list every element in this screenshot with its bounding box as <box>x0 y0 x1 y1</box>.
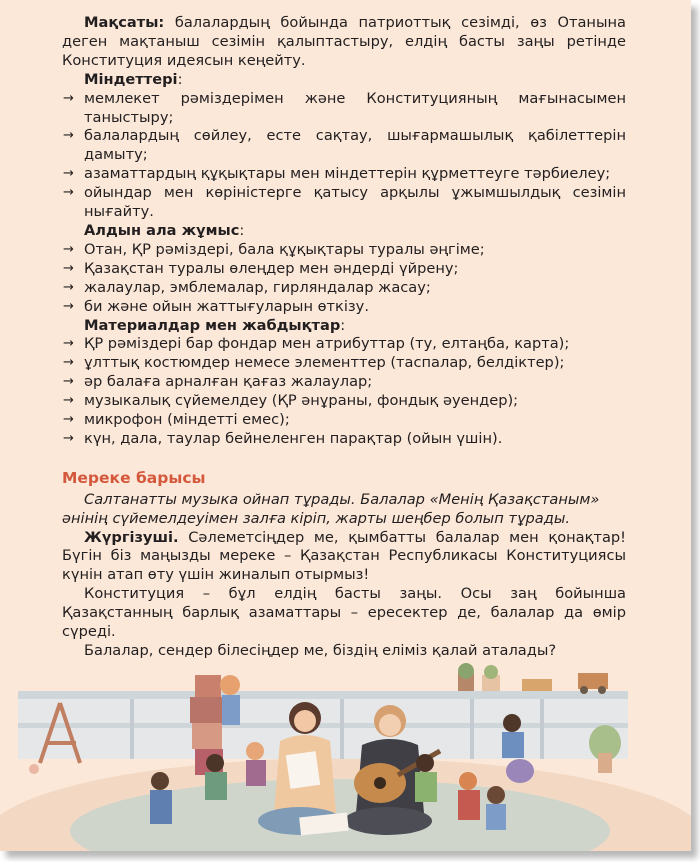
arrow-icon: → <box>63 374 74 390</box>
objective-label: Мақсаты: <box>84 14 165 31</box>
arrow-icon: → <box>63 241 74 257</box>
tasks-heading: Міндеттері: <box>84 70 183 88</box>
objective-text: балалардың бойында патриоттық сезімді, өз Отанына деген мақтаныш сезімін қалыптастыру, елдің басты заңы ретінде Конституция идеясын кеңейту. <box>62 14 626 69</box>
arrow-icon: → <box>63 298 74 314</box>
list-item: → жалаулар, эмблемалар, гирляндалар жасау; <box>63 278 431 296</box>
list-item: → әр балаға арналған қағаз жалаулар; <box>63 373 373 391</box>
intro-line-1: Салтанатты музыка ойнап тұрады. Балалар «Менің Қазақстаным» <box>84 490 600 508</box>
constitution-paragraph: Конституция – бұл елдің басты заңы. Осы заң бойынша Қазақстанның барлық азаматтары – ересектер де, балалар да өмір сүреді. <box>62 585 626 641</box>
host-paragraph <box>62 529 626 586</box>
list-item: → микрофон (міндетті емес); <box>63 411 290 429</box>
list-item: → мемлекет рәміздерімен және Конституцияның мағынасымен таныстыру; <box>63 89 626 126</box>
intro-line-2: әнінің сүйемелдеуімен залға кіріп, жарты шеңбер болып тұрады. <box>62 509 570 527</box>
preliminary-heading: Алдын ала жұмыс: <box>84 221 245 239</box>
arrow-icon: → <box>63 430 74 446</box>
arrow-icon: → <box>63 166 74 182</box>
host-label: Жүргізуші. <box>84 528 179 546</box>
list-item: → балалардың сөйлеу, есте сақтау, шығармашылық қабілеттерін дамыту; <box>63 127 626 164</box>
arrow-icon: → <box>63 128 74 144</box>
preliminary-list <box>62 241 626 317</box>
arrow-icon: → <box>63 185 74 201</box>
list-item: → азаматтардың құқықтары мен міндеттерін құрметтеуге тәрбиелеу; <box>63 165 611 183</box>
list-item: → ұлттық костюмдер немесе элементтер (таспалар, белдіктер); <box>63 354 565 372</box>
materials-heading: Материалдар мен жабдықтар: <box>84 316 346 334</box>
tasks-label: Міндеттері <box>84 70 178 88</box>
materials-label: Материалдар мен жабдықтар <box>84 316 341 334</box>
classroom-illustration <box>0 663 691 851</box>
list-item: → Қазақстан туралы өлеңдер мен әндерді үйрену; <box>63 259 459 277</box>
arrow-icon: → <box>63 260 74 276</box>
arrow-icon: → <box>63 393 74 409</box>
list-item: → би және ойын жаттығуларын өткізу. <box>63 297 369 315</box>
list-item: → ҚР рәміздері бар фондар мен атрибуттар (ту, елтаңба, карта); <box>63 335 570 353</box>
arrow-icon: → <box>63 412 74 428</box>
objective-paragraph <box>62 14 626 71</box>
list-item: → ойындар мен көріністерге қатысу арқылы ұжымшылдық сезімін нығайту. <box>63 184 626 221</box>
list-item: → музыкалық сүйемелдеу (ҚР әнұраны, фондық әуендер); <box>63 392 519 410</box>
arrow-icon: → <box>63 355 74 371</box>
host-text: Сәлеметсіңдер ме, қымбатты балалар мен қонақтар! Бүгін біз маңызды мереке – Қазақстан Республикасы Конституциясы күнін атап өту үшін жиналып отырмыз! <box>62 528 626 584</box>
list-item: → күн, дала, таулар бейнеленген парақтар (ойын үшін). <box>63 429 503 447</box>
page-text <box>62 14 626 680</box>
arrow-icon: → <box>63 90 74 106</box>
arrow-icon: → <box>63 336 74 352</box>
tasks-list <box>62 90 626 222</box>
preliminary-label: Алдын ала жұмыс <box>84 221 240 239</box>
materials-list <box>62 335 626 448</box>
arrow-icon: → <box>63 279 74 295</box>
list-item: → Отан, ҚР рәміздері, бала құқықтары туралы әңгіме; <box>63 240 485 258</box>
section-title: Мереке барысы <box>62 468 206 487</box>
question-paragraph: Балалар, сендер білесіңдер ме, біздің еліміз қалай аталады? <box>84 642 557 659</box>
